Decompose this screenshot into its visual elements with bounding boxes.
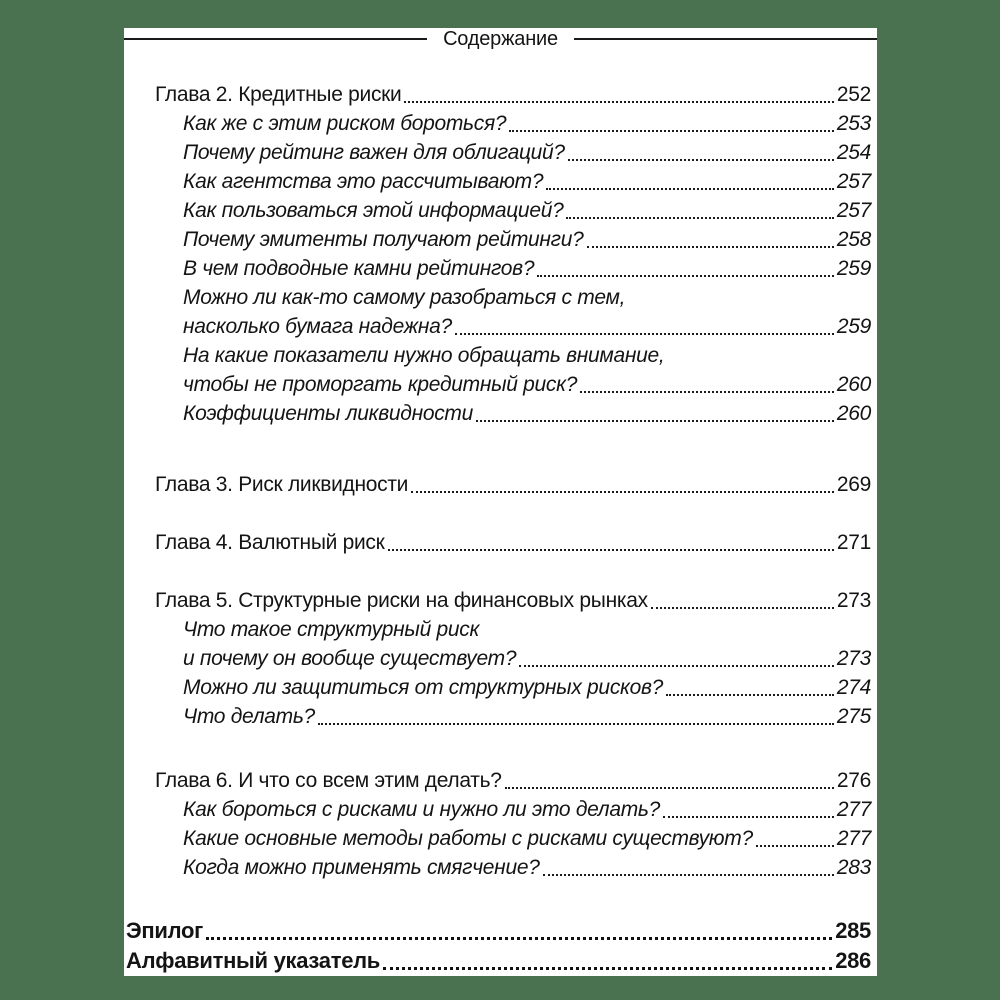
page-title: Содержание <box>443 27 558 50</box>
toc-entry[interactable] <box>124 225 877 254</box>
dot-leader <box>519 644 834 667</box>
toc-entry-title: Как пользоваться этой информацией? <box>183 199 564 222</box>
toc-entry-title: Почему эмитенты получают рейтинги? <box>183 228 584 251</box>
toc-entry-page: 277 <box>836 798 871 821</box>
toc-entry-page: 277 <box>836 827 871 850</box>
page-header <box>124 28 877 50</box>
toc-entry-page: 257 <box>836 199 871 222</box>
toc-entry[interactable] <box>124 795 877 824</box>
toc-entry-title: Почему рейтинг важен для облигаций? <box>183 141 565 164</box>
toc-entry[interactable] <box>124 138 877 167</box>
toc-entry-page: 283 <box>836 856 871 879</box>
toc-entry-title: Что делать? <box>183 705 315 728</box>
toc-entry-page: 275 <box>836 705 871 728</box>
toc-entry-title: Как бороться с рисками и нужно ли это делать? <box>183 798 661 821</box>
toc-entry[interactable] <box>124 370 877 399</box>
toc-entry-chapter-2[interactable] <box>124 80 877 109</box>
toc-entry-title: Когда можно применять смягчение? <box>183 856 540 879</box>
toc-entry-index[interactable] <box>124 946 877 976</box>
dot-leader <box>505 766 834 789</box>
toc-entry-page: 252 <box>836 83 871 106</box>
toc-entry-page: 258 <box>836 228 871 251</box>
toc-entry-title: Алфавитный указатель <box>126 948 381 973</box>
book-page <box>124 28 877 976</box>
toc-entry-page: 254 <box>836 141 871 164</box>
toc-entry-title: Коэффициенты ликвидности <box>183 402 474 425</box>
toc-entry-title: В чем подводные камни рейтингов? <box>183 257 535 280</box>
toc-entry-title: Глава 4. Валютный риск <box>155 531 385 554</box>
toc-entry-page: 286 <box>835 948 871 973</box>
dot-leader <box>543 853 834 876</box>
dot-leader <box>587 225 834 248</box>
toc-entry-chapter-6[interactable] <box>124 766 877 795</box>
toc-entry[interactable] <box>124 702 877 731</box>
toc-entry-page: 260 <box>836 402 871 425</box>
toc-entry-wrapped-line[interactable] <box>124 283 877 312</box>
toc-entry-page: 269 <box>836 473 871 496</box>
dot-leader <box>537 254 834 277</box>
toc-entry-title: Можно ли как-то самому разобраться с тем, <box>183 286 626 309</box>
toc-entry-title: Глава 5. Структурные риски на финансовых рынках <box>155 589 648 612</box>
toc-entry-page: 253 <box>836 112 871 135</box>
dot-leader <box>411 470 834 493</box>
toc-entry[interactable] <box>124 167 877 196</box>
dot-leader <box>666 673 834 696</box>
dot-leader <box>651 586 834 609</box>
toc-entry-page: 271 <box>836 531 871 554</box>
toc-entry[interactable] <box>124 673 877 702</box>
dot-leader <box>546 167 834 190</box>
toc-entry-page: 259 <box>836 257 871 280</box>
header-rule-right <box>574 38 877 40</box>
toc-entry[interactable] <box>124 254 877 283</box>
toc-entry[interactable] <box>124 312 877 341</box>
toc-entry-title: насколько бумага надежна? <box>183 315 452 338</box>
toc-entry-chapter-4[interactable] <box>124 528 877 557</box>
dot-leader <box>455 312 834 335</box>
toc-entry-title: Как агентства это рассчитывают? <box>183 170 544 193</box>
dot-leader <box>663 795 834 818</box>
table-of-contents <box>124 50 877 976</box>
toc-entry-title: Как же с этим риском бороться? <box>183 112 507 135</box>
toc-entry-title: Что такое структурный риск <box>183 618 480 641</box>
dot-leader <box>388 528 834 551</box>
toc-entry[interactable] <box>124 196 877 225</box>
toc-entry-chapter-5[interactable] <box>124 586 877 615</box>
toc-entry-title: Глава 6. И что со всем этим делать? <box>155 769 502 792</box>
toc-entry-title: На какие показатели нужно обращать внимание, <box>183 344 665 367</box>
toc-entry-title: Какие основные методы работы с рисками существуют? <box>183 827 753 850</box>
toc-entry-page: 259 <box>836 315 871 338</box>
toc-entry-page: 285 <box>835 918 871 943</box>
dot-leader <box>383 946 832 970</box>
toc-entry-page: 257 <box>836 170 871 193</box>
toc-entry-page: 260 <box>836 373 871 396</box>
toc-entry-page: 273 <box>836 647 871 670</box>
toc-entry[interactable] <box>124 109 877 138</box>
dot-leader <box>206 916 832 940</box>
toc-entry-page: 276 <box>836 769 871 792</box>
toc-entry[interactable] <box>124 644 877 673</box>
toc-entry-page: 274 <box>836 676 871 699</box>
dot-leader <box>404 80 833 103</box>
dot-leader <box>509 109 834 132</box>
toc-entry-page: 273 <box>836 589 871 612</box>
dot-leader <box>476 399 834 422</box>
toc-entry-title: чтобы не проморгать кредитный риск? <box>183 373 578 396</box>
toc-entry-wrapped-line[interactable] <box>124 341 877 370</box>
toc-entry-epilogue[interactable] <box>124 916 877 946</box>
toc-entry-chapter-3[interactable] <box>124 470 877 499</box>
toc-entry[interactable] <box>124 853 877 882</box>
dot-leader <box>756 824 834 847</box>
dot-leader <box>566 196 833 219</box>
toc-entry-wrapped-line[interactable] <box>124 615 877 644</box>
dot-leader <box>318 702 834 725</box>
toc-entry-title: Эпилог <box>126 918 203 943</box>
toc-entry[interactable] <box>124 399 877 428</box>
dot-leader <box>580 370 834 393</box>
toc-entry-title: Глава 2. Кредитные риски <box>155 83 402 106</box>
toc-entry[interactable] <box>124 824 877 853</box>
dot-leader <box>568 138 834 161</box>
header-rule-left <box>124 38 427 40</box>
toc-entry-title: Глава 3. Риск ликвидности <box>155 473 409 496</box>
toc-entry-title: и почему он вообще существует? <box>183 647 517 670</box>
toc-entry-title: Можно ли защититься от структурных рисков? <box>183 676 664 699</box>
